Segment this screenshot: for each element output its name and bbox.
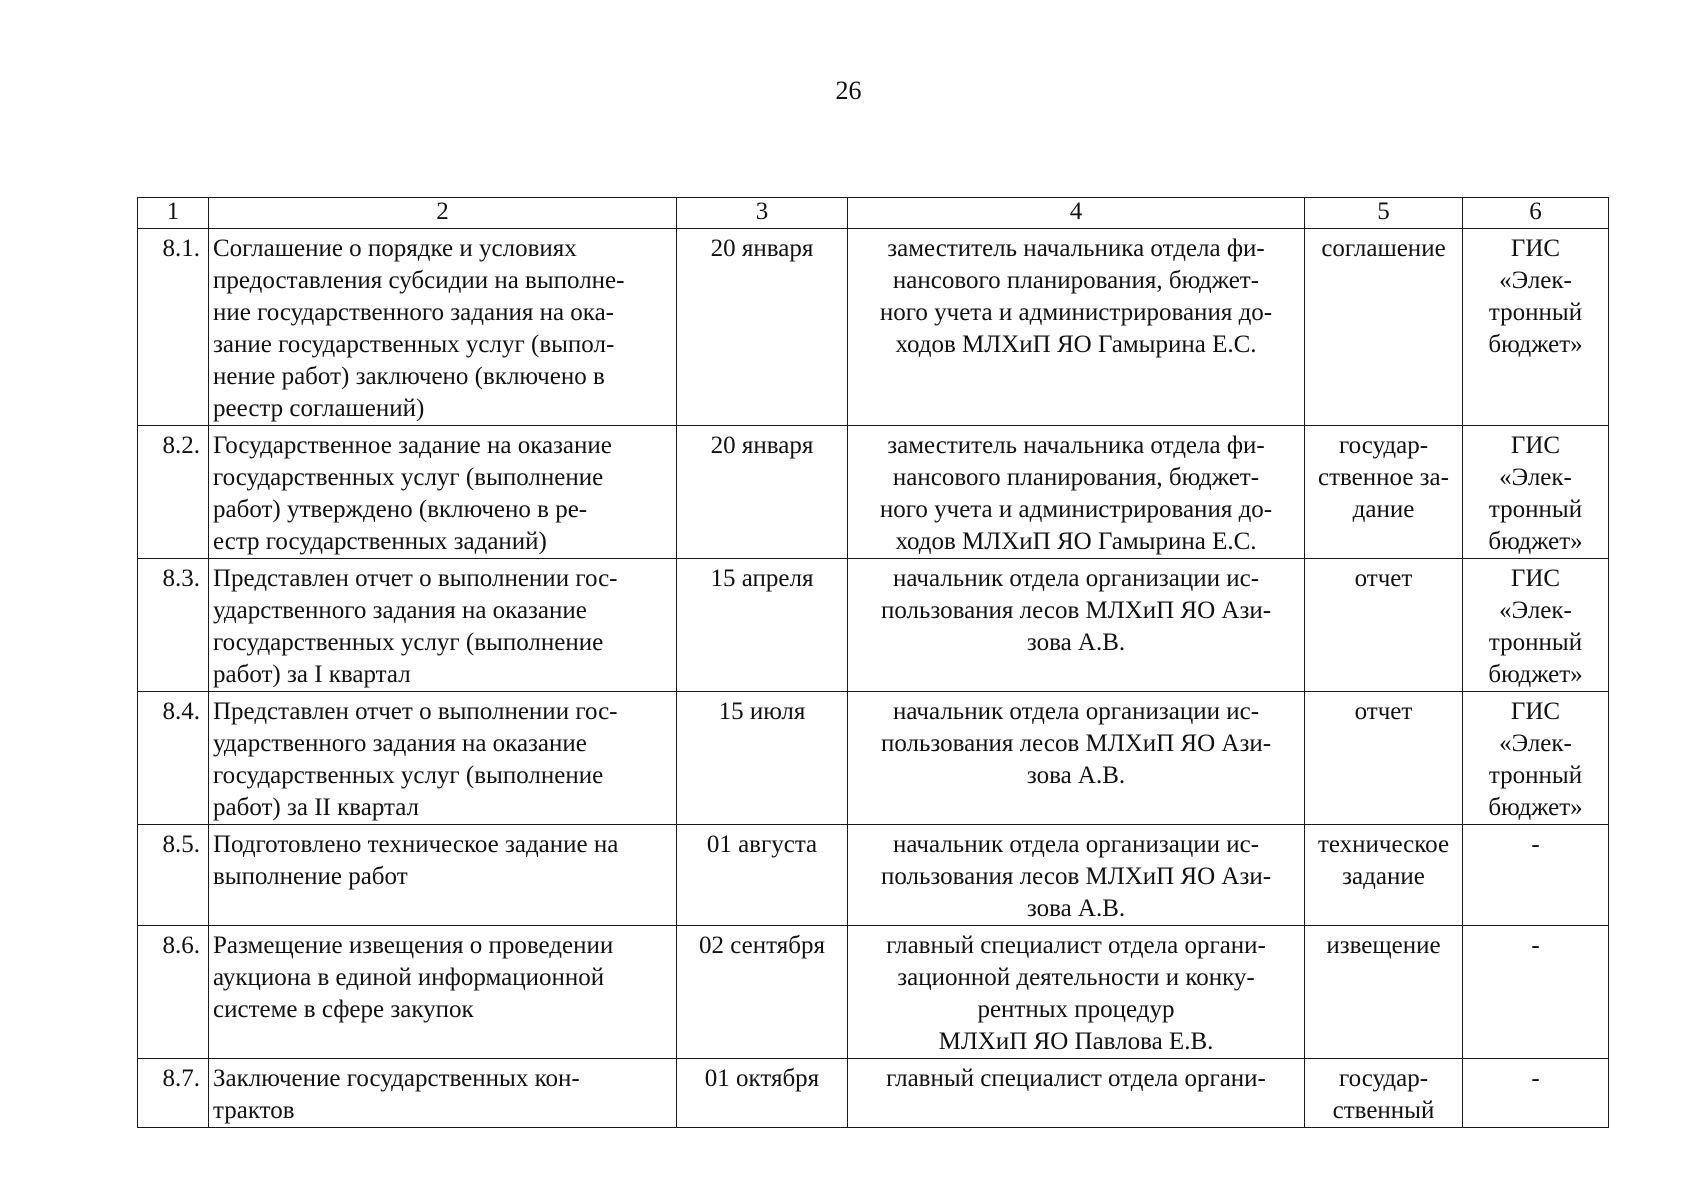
deadline-date-text: 20 января: [710, 235, 814, 262]
responsible-person-text: главный специалист отдела органи-: [886, 1065, 1266, 1092]
header-row: [138, 198, 1609, 229]
task-description: [209, 692, 677, 825]
task-description-text: Заключение государственных кон- трактов: [213, 1065, 580, 1124]
responsible-person-text: начальник отдела организации ис- пользования лесов МЛХиП ЯО Ази- зова А.В.: [880, 565, 1272, 656]
responsible-person: [848, 559, 1305, 692]
information-system-text: ГИС «Элек- тронный бюджет»: [1488, 698, 1583, 821]
deadline-date: [677, 559, 848, 692]
task-description-text: Представлен отчет о выполнении гос- ударственного задания на оказание государственных услуг (выполнение работ) за II квартал: [213, 698, 618, 821]
plan-table: [137, 197, 1609, 1128]
table-row: [138, 1059, 1609, 1128]
table-row: [138, 426, 1609, 559]
task-description: [209, 926, 677, 1059]
deadline-date: [677, 1059, 848, 1128]
information-system: [1463, 426, 1609, 559]
item-number-text: 8.1.: [162, 235, 200, 262]
task-description-text: Подготовлено техническое задание на выполнение работ: [213, 831, 619, 890]
item-number-text: 8.2.: [162, 432, 200, 459]
item-number-text: 8.7.: [162, 1065, 200, 1092]
responsible-person-text: начальник отдела организации ис- пользования лесов МЛХиП ЯО Ази- зова А.В.: [880, 831, 1272, 922]
item-number-text: 8.4.: [162, 698, 200, 725]
result-document-text: государ- ственный: [1332, 1065, 1435, 1124]
information-system: [1463, 229, 1609, 426]
deadline-date-text: 01 октября: [704, 1065, 820, 1092]
result-document: [1305, 426, 1463, 559]
responsible-person-text: начальник отдела организации ис- пользования лесов МЛХиП ЯО Ази- зова А.В.: [880, 698, 1272, 789]
deadline-date-text: 01 августа: [706, 831, 818, 858]
table-row: [138, 559, 1609, 692]
information-system-text: -: [1531, 932, 1540, 959]
item-number-text: 8.5.: [162, 831, 200, 858]
result-document: [1305, 825, 1463, 926]
column-header: 5: [1305, 198, 1463, 229]
result-document: [1305, 229, 1463, 426]
deadline-date: [677, 825, 848, 926]
responsible-person: [848, 825, 1305, 926]
task-description: [209, 426, 677, 559]
information-system: [1463, 692, 1609, 825]
result-document: [1305, 559, 1463, 692]
deadline-date-text: 02 сентября: [699, 932, 825, 959]
table-row: [138, 229, 1609, 426]
item-number-text: 8.3.: [162, 565, 200, 592]
item-number: [138, 926, 209, 1059]
task-description: [209, 1059, 677, 1128]
task-description-text: Размещение извещения о проведении аукциона в единой информационной системе в сфере закупок: [213, 932, 614, 1023]
information-system-text: -: [1531, 831, 1540, 858]
item-number: [138, 559, 209, 692]
responsible-person: [848, 229, 1305, 426]
result-document-text: соглашение: [1321, 235, 1446, 262]
information-system-text: -: [1531, 1065, 1540, 1092]
result-document-text: извещение: [1326, 932, 1441, 959]
information-system-text: ГИС «Элек- тронный бюджет»: [1488, 565, 1583, 688]
information-system-text: ГИС «Элек- тронный бюджет»: [1488, 432, 1583, 555]
item-number-text: 8.6.: [162, 932, 200, 959]
item-number: [138, 229, 209, 426]
deadline-date-text: 20 января: [710, 432, 814, 459]
responsible-person-text: заместитель начальника отдела фи- нансового планирования, бюджет- ного учета и администрирования до- ходов МЛХиП ЯО Гамырина Е.С.: [879, 235, 1273, 358]
table-row: [138, 692, 1609, 825]
column-header: 3: [677, 198, 848, 229]
result-document: [1305, 1059, 1463, 1128]
task-description-text: Государственное задание на оказание государственных услуг (выполнение работ) утверждено (включено в ре- естр государственных заданий): [213, 432, 612, 555]
table-row: [138, 926, 1609, 1059]
item-number: [138, 692, 209, 825]
item-number: [138, 1059, 209, 1128]
result-document: [1305, 692, 1463, 825]
responsible-person: [848, 1059, 1305, 1128]
task-description: [209, 229, 677, 426]
column-header: 6: [1463, 198, 1609, 229]
information-system-text: ГИС «Элек- тронный бюджет»: [1488, 235, 1583, 358]
result-document-text: отчет: [1354, 565, 1413, 592]
task-description: [209, 825, 677, 926]
result-document-text: государ- ственное за- дание: [1318, 432, 1449, 523]
task-description: [209, 559, 677, 692]
table-row: [138, 825, 1609, 926]
result-document-text: техническое задание: [1317, 831, 1450, 890]
task-description-text: Представлен отчет о выполнении гос- ударственного задания на оказание государственных услуг (выполнение работ) за I квартал: [213, 565, 618, 688]
deadline-date: [677, 926, 848, 1059]
responsible-person-text: заместитель начальника отдела фи- нансового планирования, бюджет- ного учета и администрирования до- ходов МЛХиП ЯО Гамырина Е.С.: [879, 432, 1273, 555]
information-system: [1463, 1059, 1609, 1128]
deadline-date: [677, 692, 848, 825]
information-system: [1463, 559, 1609, 692]
deadline-date-text: 15 апреля: [710, 565, 814, 592]
responsible-person: [848, 426, 1305, 559]
result-document-text: отчет: [1354, 698, 1413, 725]
page-number: 26: [835, 76, 862, 105]
deadline-date: [677, 229, 848, 426]
deadline-date-text: 15 июля: [718, 698, 806, 725]
responsible-person: [848, 926, 1305, 1059]
information-system: [1463, 926, 1609, 1059]
item-number: [138, 825, 209, 926]
result-document: [1305, 926, 1463, 1059]
responsible-person-text: главный специалист отдела органи- зационной деятельности и конку- рентных процедур МЛХиП ЯО Павлова Е.В.: [886, 932, 1266, 1055]
deadline-date: [677, 426, 848, 559]
information-system: [1463, 825, 1609, 926]
column-header: 2: [209, 198, 677, 229]
column-header: 4: [848, 198, 1305, 229]
column-header: 1: [138, 198, 209, 229]
responsible-person: [848, 692, 1305, 825]
task-description-text: Соглашение о порядке и условиях предоставления субсидии на выполне- ние государственного задания на ока- зание государственных услуг (выпол- нение работ) заключено (включено в реестр соглашений): [213, 235, 625, 422]
item-number: [138, 426, 209, 559]
